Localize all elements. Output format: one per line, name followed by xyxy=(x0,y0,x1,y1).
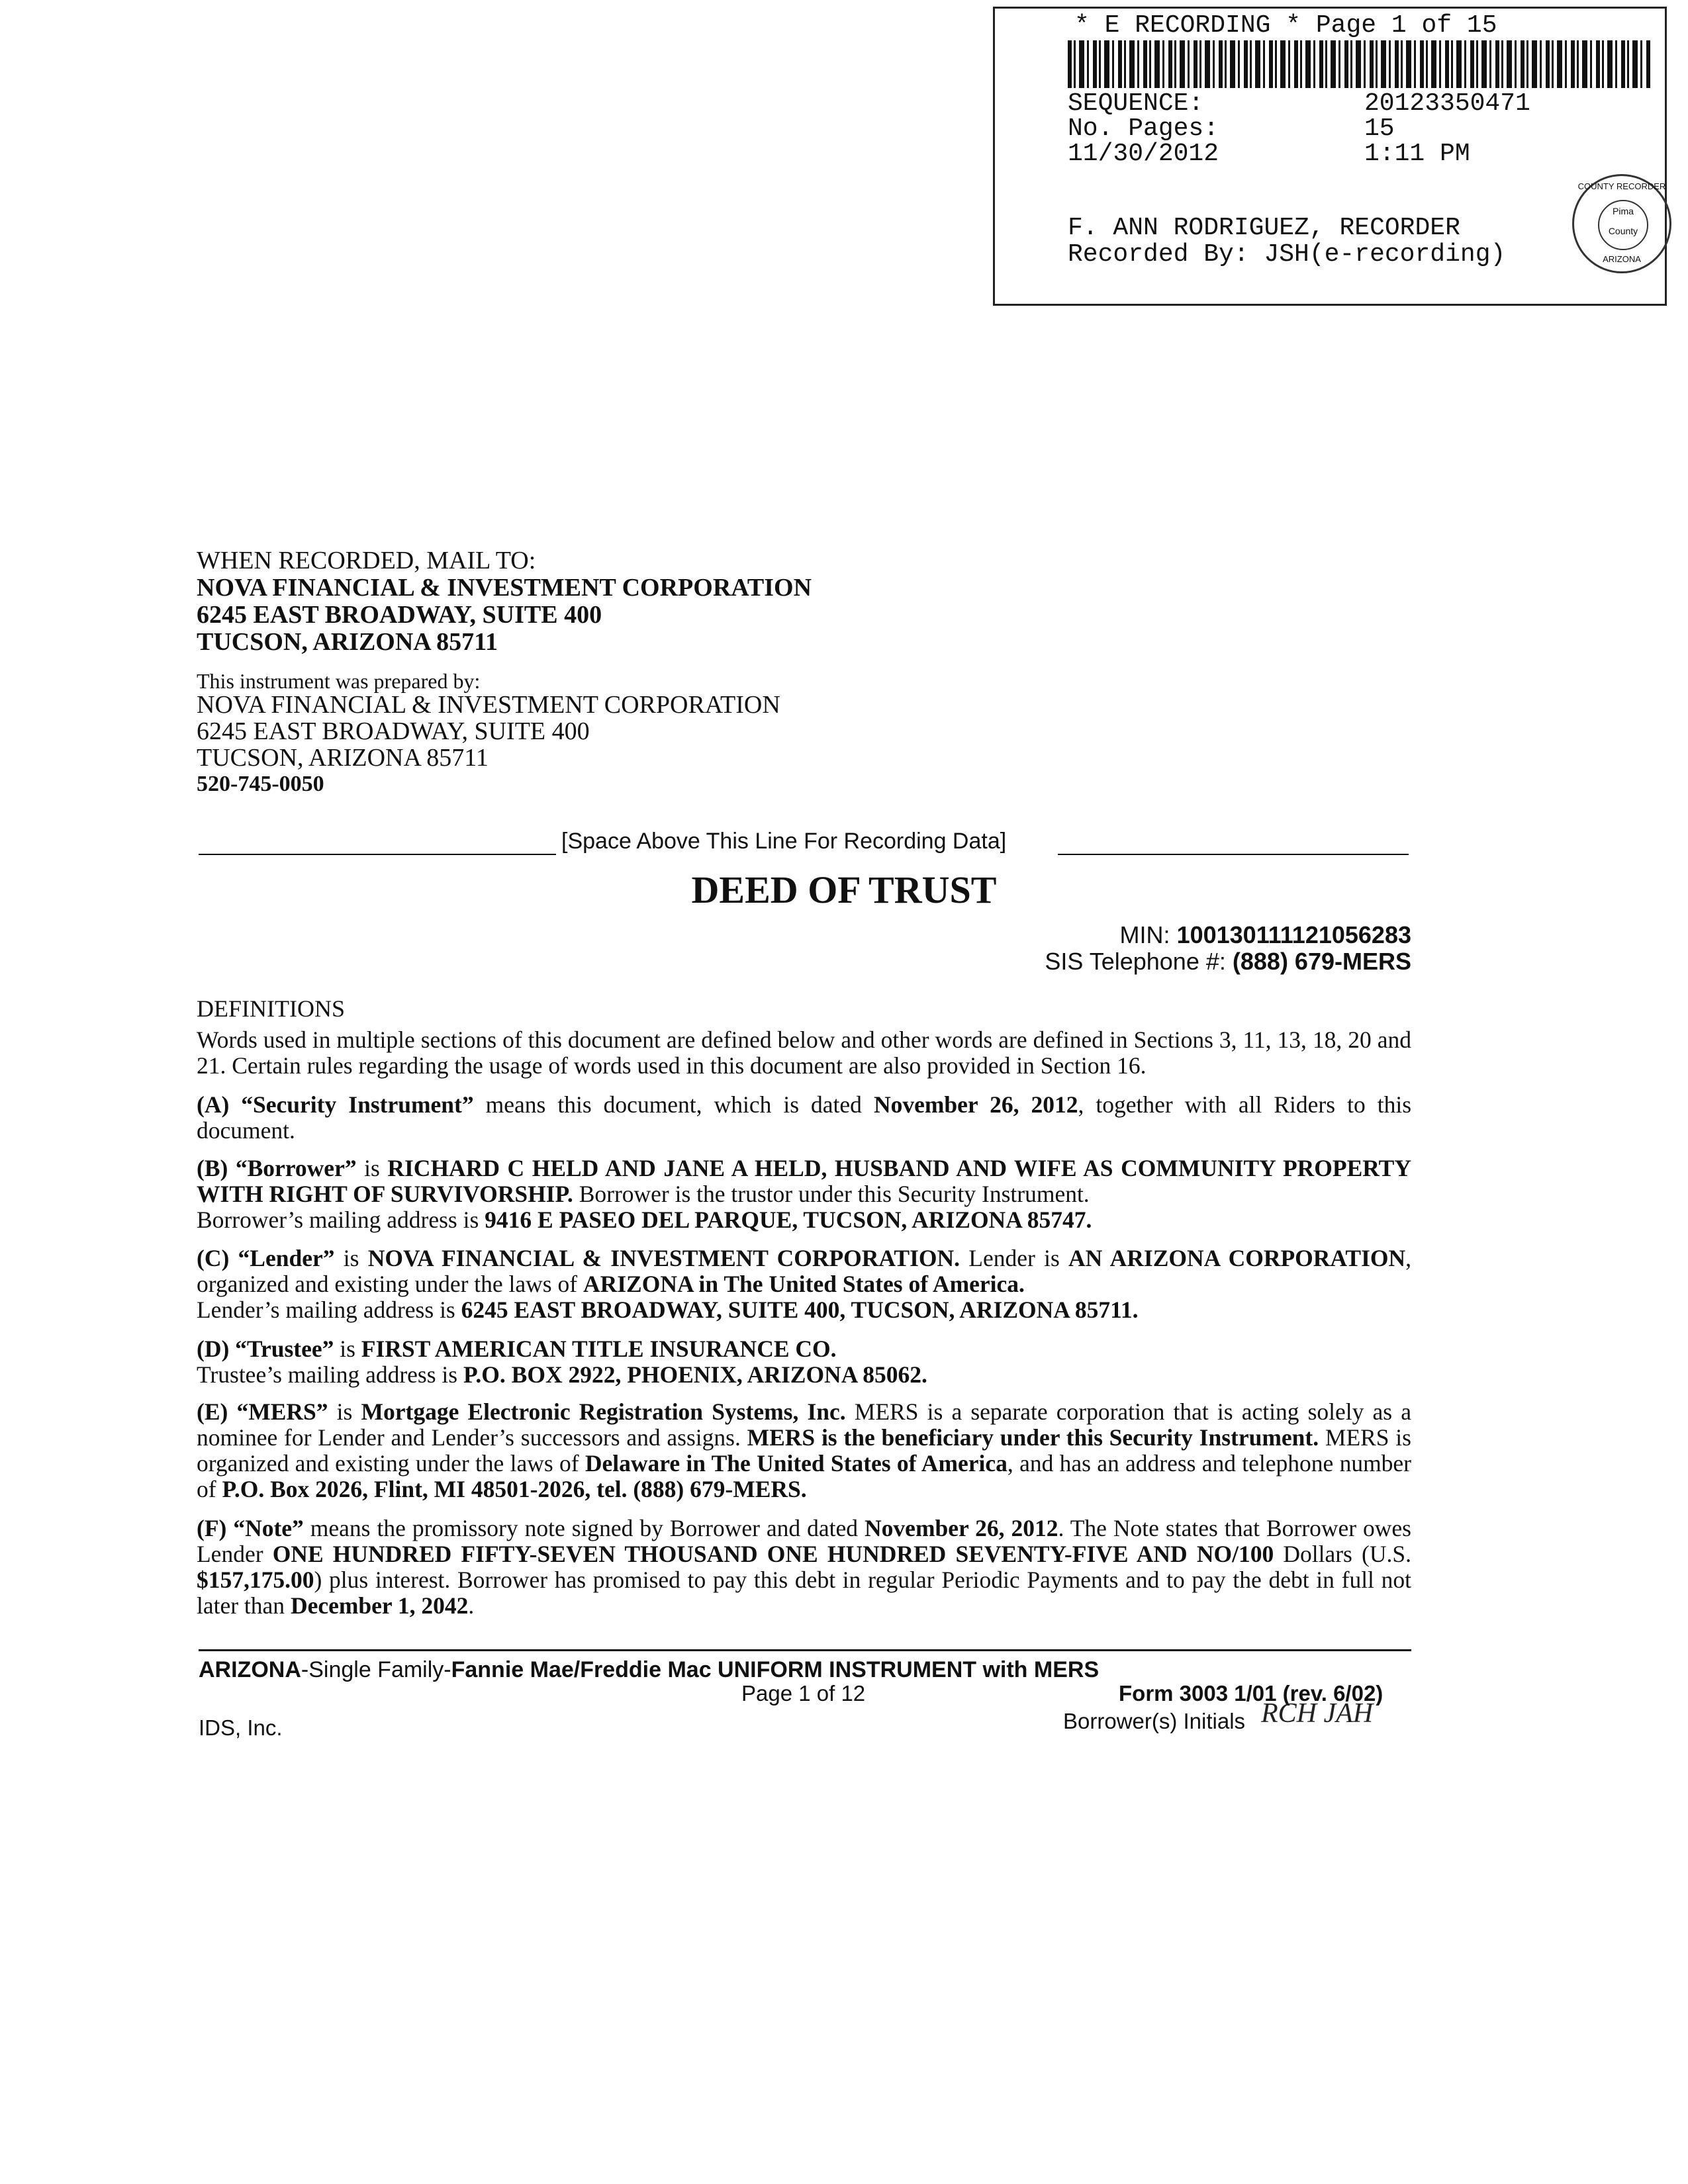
definition-d: (D) “Trustee” is FIRST AMERICAN TITLE INSURANCE CO. Trustee’s mailing address is P.O. BOX 2922, PHOENIX, ARIZONA 85062. xyxy=(197,1336,927,1388)
definition-a: (A) “Security Instrument” means this document, which is dated November 26, 2012, together with all Riders to this document. xyxy=(197,1091,1412,1144)
pages-label: No. Pages: xyxy=(1068,114,1219,143)
prepared-by-phone: 520-745-0050 xyxy=(197,772,324,796)
prepared-by-line3: TUCSON, ARIZONA 85711 xyxy=(197,744,489,772)
recording-title: * E RECORDING * Page 1 of 15 xyxy=(1074,11,1497,40)
recorder-name: F. ANN RODRIGUEZ, RECORDER xyxy=(1068,214,1460,242)
sequence-label: SEQUENCE: xyxy=(1068,89,1204,118)
borrower-initials-signature: RCH JAH xyxy=(1261,1698,1374,1729)
mail-to-line2: 6245 EAST BROADWAY, SUITE 400 xyxy=(197,601,602,629)
barcode xyxy=(1068,40,1650,88)
definition-b: (B) “Borrower” is RICHARD C HELD AND JANE A HELD, HUSBAND AND WIFE AS COMMUNITY PROPERTY WITH RIGHT OF SURVIVORSHIP. Borrower is the trustor under this Security Instrument. Borrower’s mailing address is 9416 E PASEO DEL PARQUE, TUCSON, ARIZONA 85747. xyxy=(197,1155,1411,1233)
space-rule-right xyxy=(1058,854,1409,855)
footer-form-number: Form 3003 1/01 (rev. 6/02) xyxy=(1119,1681,1383,1706)
definition-c: (C) “Lender” is NOVA FINANCIAL & INVESTMENT CORPORATION. Lender is AN ARIZONA CORPORATION, organized and existing under the laws of ARIZONA in The United States of America. Lender’s mailing address is 6245 EAST BROADWAY, SUITE 400, TUCSON, ARIZONA 85711. xyxy=(197,1245,1412,1323)
footer-vendor: IDS, Inc. xyxy=(199,1715,283,1740)
pages-value: 15 xyxy=(1364,114,1395,143)
prepared-by-line1: NOVA FINANCIAL & INVESTMENT CORPORATION xyxy=(197,691,780,719)
prepared-by-heading: This instrument was prepared by: xyxy=(197,669,481,693)
sequence-value: 20123350471 xyxy=(1364,89,1530,118)
space-rule-left xyxy=(199,854,556,855)
definitions-intro: Words used in multiple sections of this document are defined below and other words are defined in Sections 3, 11, 13, 18, 20 and 21. Certain rules regarding the usage of words used in this document are also provided in Section 16. xyxy=(197,1026,1411,1079)
definition-e: (E) “MERS” is Mortgage Electronic Registration Systems, Inc. MERS is a separate corporation that is acting solely as a nominee for Lender and Lender’s successors and assigns. MERS is the beneficiary under this Security Instrument. MERS is organized and existing under the laws of Delaware in The United States of America, and has an address and telephone number of P.O. Box 2026, Flint, MI 48501-2026, tel. (888) 679-MERS. xyxy=(197,1398,1412,1502)
space-above-label: [Space Above This Line For Recording Data] xyxy=(561,829,1007,854)
definitions-heading: DEFINITIONS xyxy=(197,995,345,1022)
footer-rule xyxy=(199,1649,1411,1651)
county-seal: COUNTY RECORDER Pima County ARIZONA xyxy=(1572,174,1671,273)
recording-stamp xyxy=(993,7,1667,306)
recording-date: 11/30/2012 xyxy=(1068,140,1219,168)
recording-time: 1:11 PM xyxy=(1364,140,1470,168)
mail-to-line1: NOVA FINANCIAL & INVESTMENT CORPORATION xyxy=(197,574,812,602)
footer-form-title: ARIZONA-Single Family-Fannie Mae/Freddie Mac UNIFORM INSTRUMENT with MERS xyxy=(199,1657,1100,1682)
document-title: DEED OF TRUST xyxy=(691,868,997,911)
min-number: MIN: 100130111121056283 xyxy=(1119,921,1411,948)
borrower-initials-label: Borrower(s) Initials xyxy=(1063,1709,1246,1733)
footer-page-number: Page 1 of 12 xyxy=(741,1681,866,1706)
mail-to-line3: TUCSON, ARIZONA 85711 xyxy=(197,628,498,656)
prepared-by-line2: 6245 EAST BROADWAY, SUITE 400 xyxy=(197,717,590,745)
mail-to-heading: WHEN RECORDED, MAIL TO: xyxy=(197,547,536,574)
recorded-by: Recorded By: JSH(e-recording) xyxy=(1068,240,1506,269)
definition-f: (F) “Note” means the promissory note signed by Borrower and dated November 26, 2012. The Note states that Borrower owes Lender ONE HUNDRED FIFTY-SEVEN THOUSAND ONE HUNDRED SEVENTY-FIVE AND NO/100 Dollars (U.S. $157,175.00) plus interest. Borrower has promised to pay this debt in regular Periodic Payments and to pay the debt in full not later than December 1, 2042. xyxy=(197,1515,1412,1619)
sis-telephone: SIS Telephone #: (888) 679-MERS xyxy=(1045,948,1411,975)
